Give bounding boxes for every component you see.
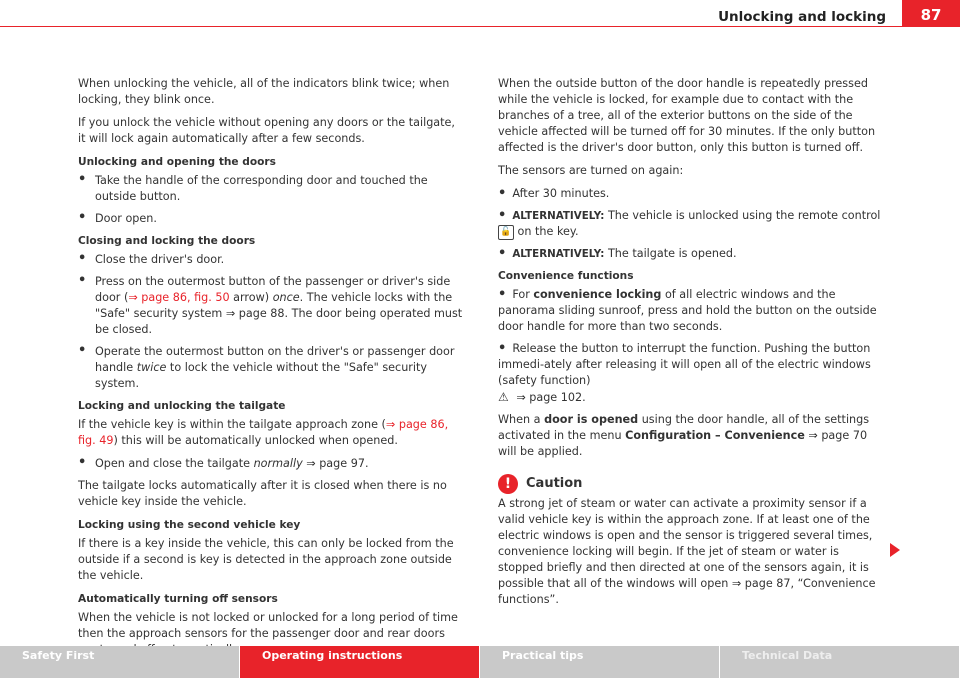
bullet-icon: • — [78, 455, 87, 470]
right-column — [498, 76, 886, 615]
caution-title: Caution — [526, 476, 583, 491]
list-item — [498, 287, 886, 335]
paragraph-text: ⇒ page 70 will be applied. — [498, 429, 868, 458]
emphasis: normally — [253, 457, 303, 470]
section-heading: Locking using the second vehicle key — [78, 519, 301, 531]
bullet-icon: • — [498, 208, 507, 223]
page-number: 87 — [902, 0, 960, 27]
list-item — [498, 341, 886, 406]
list-item-text: Take the handle of the corresponding door and touched the outside button. — [95, 174, 428, 203]
section-heading: Unlocking and opening the doors — [78, 156, 276, 168]
warning-triangle-icon: ⚠ — [498, 390, 509, 404]
emphasis: once — [272, 291, 300, 304]
list-item-text: Close the driver's door. — [95, 253, 225, 266]
next-page-arrow-icon[interactable] — [890, 543, 900, 557]
tab-operating-instructions[interactable]: Operating instructions — [240, 646, 480, 678]
list-item — [78, 211, 466, 227]
footer-tabs — [0, 646, 960, 678]
list-item-text: Release the button to interrupt the function. Pushing the button immedi-ately after releasing it will open all of the electric windows (safety function) — [498, 342, 871, 387]
alternatively-label: ALTERNATIVELY: — [512, 248, 605, 260]
list-item-text: Open and close the tailgate — [95, 457, 254, 470]
paragraph-text: ) this will be automatically unlocked when opened. — [113, 434, 398, 447]
emphasis: door is opened — [544, 413, 639, 426]
list-item — [78, 274, 466, 338]
list-item-text: on the key. — [514, 225, 579, 238]
bullet-icon: • — [498, 341, 507, 356]
list-item — [78, 173, 466, 205]
list-item — [498, 246, 886, 262]
list-item-text: of all electric windows and the panorama sliding sunroof, press and hold the button on the outside door handle for more than two seconds. — [498, 288, 877, 333]
list-item — [498, 186, 886, 202]
list-item-text: arrow) — [229, 291, 273, 304]
caution-text: A strong jet of steam or water can activate a proximity sensor if a valid vehicle key is within the approach zone. If at least one of the electric windows is open and the sensor is triggered several times, convenience locking will begin. If the jet of steam or water is stopped briefly and then directed at one of the sensors again, it is possible that all of the windows will open ⇒ page 87, “Convenience functions”. — [498, 497, 876, 606]
section-heading: Automatically turning off sensors — [78, 593, 278, 605]
list-item — [78, 344, 466, 392]
page-link[interactable]: ⇒ page 86, fig. 50 — [128, 291, 230, 304]
bullet-icon: • — [498, 186, 507, 201]
paragraph: The tailgate locks automatically after it is closed when there is no vehicle key inside the vehicle. — [78, 479, 447, 508]
bullet-icon: • — [78, 343, 87, 358]
list-item — [78, 252, 466, 268]
section-heading: Locking and unlocking the tailgate — [78, 400, 286, 412]
section-heading: Convenience functions — [498, 270, 634, 282]
menu-path: Configuration – Convenience — [625, 429, 805, 442]
list-item-text: The tailgate is opened. — [604, 247, 737, 260]
list-item-text: Door open. — [95, 212, 157, 225]
list-item-text: The vehicle is unlocked using the remote control — [604, 209, 881, 222]
section-heading: Closing and locking the doors — [78, 235, 256, 247]
list-item-text: For — [512, 288, 534, 301]
bullet-icon: • — [498, 287, 507, 302]
paragraph: When the vehicle is not locked or unlocked for a long period of time then the approach sensors for the passenger door and rear doors — [78, 611, 458, 640]
bullet-icon: • — [78, 251, 87, 266]
paragraph-text: If the vehicle key is within the tailgate approach zone ( — [78, 418, 386, 431]
paragraph: When the outside button of the door handle is repeatedly pressed while the vehicle is locked, for example due to contact with the branches of a tree, all of the exterior buttons on the side of the vehicle affected will be turned off for 30 minutes. If the only button affected is the driver's door button, only this button is turned off. — [498, 77, 876, 154]
page-link[interactable]: ⇒ page 86, fig. 49 — [78, 418, 449, 447]
list-item-text: After 30 minutes. — [512, 187, 610, 200]
emphasis: convenience locking — [533, 288, 662, 301]
list-item — [78, 456, 466, 472]
bullet-icon: • — [498, 246, 507, 261]
paragraph: The sensors are turned on again: — [498, 164, 684, 177]
tab-technical-data[interactable]: Technical Data — [720, 646, 960, 678]
page-title: Unlocking and locking — [718, 9, 886, 25]
list-item-text: ⇒ page 102. — [512, 391, 586, 404]
tab-practical-tips[interactable]: Practical tips — [480, 646, 720, 678]
emphasis: twice — [136, 361, 167, 374]
list-item-text: Operate the outermost button on the driver's or passenger door handle — [95, 345, 455, 374]
bullet-icon: • — [78, 273, 87, 288]
bullet-icon: • — [78, 172, 87, 187]
paragraph: When unlocking the vehicle, all of the indicators blink twice; when locking, they blink once. — [78, 77, 450, 106]
remote-key-icon: 🔓 — [498, 225, 514, 240]
caution-heading — [498, 474, 886, 494]
paragraph — [498, 412, 886, 460]
paragraph-text: using the door handle, all of the settings activated in the menu — [498, 413, 870, 442]
paragraph: If there is a key inside the vehicle, this can only be locked from the outside if a second is key is detected in the approach zone outside the vehicle. — [78, 537, 454, 582]
list-item-text: . The vehicle locks with the "Safe" security system ⇒ page 88. The door being operated must be closed. — [95, 291, 463, 336]
caution-icon: ! — [498, 474, 518, 494]
alternatively-label: ALTERNATIVELY: — [512, 210, 605, 222]
header-rule — [0, 26, 960, 27]
paragraph: If you unlock the vehicle without opening any doors or the tailgate, it will lock again automatically after a few seconds. — [78, 116, 455, 145]
paragraph-text: When a — [498, 413, 545, 426]
list-item-text: to lock the vehicle without the "Safe" security system. — [95, 361, 427, 390]
paragraph — [78, 417, 466, 449]
list-item — [498, 208, 886, 240]
tab-safety-first[interactable]: Safety First — [0, 646, 240, 678]
list-item-text: ⇒ page 97. — [302, 457, 369, 470]
list-item-text: Press on the outermost button of the passenger or driver's side door ( — [95, 275, 451, 304]
left-column — [78, 76, 466, 665]
bullet-icon: • — [78, 210, 87, 225]
